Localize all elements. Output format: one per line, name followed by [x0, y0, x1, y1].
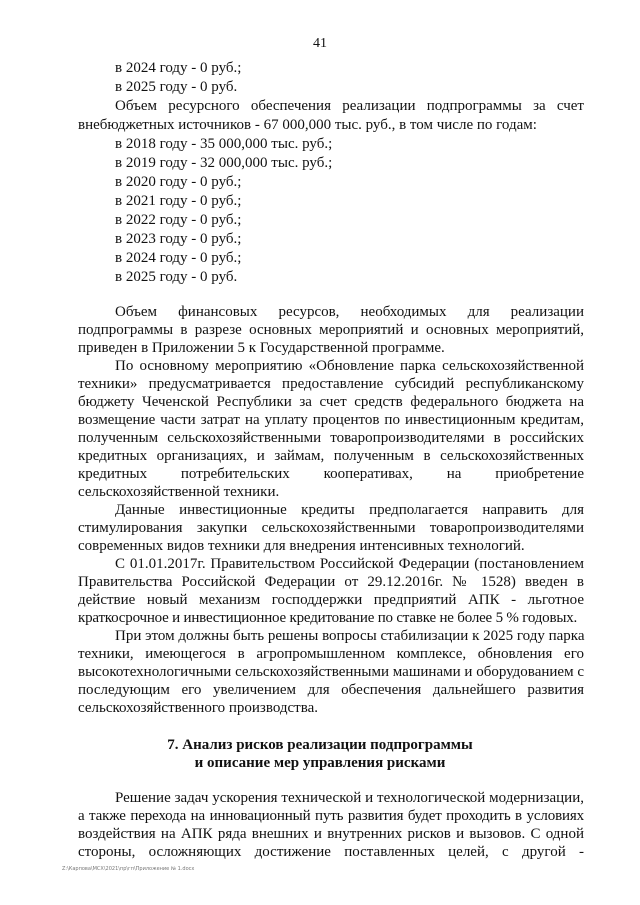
section-heading: 7. Анализ рисков реализации подпрограммы	[167, 737, 473, 753]
funding-line: в 2020 году - 0 руб.;	[115, 174, 242, 190]
funding-line: в 2025 году - 0 руб.	[115, 79, 238, 95]
body-text-line: современных видов техники для внедрения интенсивных технологий.	[78, 538, 525, 554]
body-text-line: Данные инвестиционные кредиты предполагается направить для	[115, 502, 584, 518]
body-text-line: а также перехода на инновационный путь развития будет проходить в условиях	[78, 808, 584, 824]
funding-line: в 2021 году - 0 руб.;	[115, 193, 242, 209]
funding-line: в 2023 году - 0 руб.;	[115, 231, 242, 247]
body-text-line: С 01.01.2017г. Правительством Российской Федерации (постановлением	[115, 556, 584, 572]
body-text-line: подпрограммы в разрезе основных мероприятий и основных мероприятий,	[78, 322, 584, 338]
section-heading: и описание мер управления рисками	[194, 755, 446, 771]
body-text-line: кредитных организациях, и займам, полученным в сельскохозяйственных	[78, 448, 584, 464]
funding-line: в 2019 году - 32 000,000 тыс. руб.;	[115, 155, 333, 171]
body-text-line: сельскохозяйственной техники.	[78, 484, 280, 500]
body-text-line: полученным сельскохозяйственными товаропроизводителями в российских	[78, 430, 584, 446]
funding-line: в 2022 году - 0 руб.;	[115, 212, 242, 228]
funding-line: в 2018 году - 35 000,000 тыс. руб.;	[115, 136, 333, 152]
body-text-line: техники, имеющегося в агропромышленном комплексе, обновления его	[78, 646, 584, 662]
body-text-line: Объем ресурсного обеспечения реализации подпрограммы за счет	[115, 98, 584, 114]
funding-line: в 2024 году - 0 руб.;	[115, 250, 242, 266]
body-text-line: кредитных потребительских кооперативах, на приобретение	[78, 466, 584, 482]
footer-file-path: Z:\Карпова\МСХ\2021\пр\гп\Приложение № 1.docx	[62, 866, 195, 872]
body-text-line: При этом должны быть решены вопросы стабилизации к 2025 году парка	[115, 628, 585, 644]
body-text-line: сельскохозяйственного производства.	[78, 700, 319, 716]
body-text-line: действие новый механизм господдержки предприятий АПК - льготное	[78, 592, 584, 608]
body-text-line: бюджету Чеченской Республики за счет средств федерального бюджета на	[78, 394, 584, 410]
page-number: 41	[313, 36, 327, 51]
body-text-line: краткосрочное и инвестиционное кредитование по ставке не более 5 % годовых.	[78, 610, 578, 626]
body-text-line: Решение задач ускорения технической и технологической модернизации,	[115, 790, 584, 806]
body-text-line: приведен в Приложении 5 к Государственной программе.	[78, 340, 445, 356]
body-text-line: стороны, осложняющих достижение поставленных целей, с другой -	[78, 844, 584, 860]
body-text-line: воздействия на АПК ряда внешних и внутренних рисков и вызовов. С одной	[78, 826, 584, 842]
body-text-line: внебюджетных источников - 67 000,000 тыс. руб., в том числе по годам:	[78, 117, 537, 133]
body-text-line: техники» предусматривается предоставление субсидий республиканскому	[78, 376, 584, 392]
body-text-line: возмещение части затрат на уплату процентов по инвестиционным кредитам,	[78, 412, 584, 428]
body-text-line: Объем финансовых ресурсов, необходимых для реализации	[115, 304, 584, 320]
body-text-line: высокотехнологичными сельскохозяйственными машинами и оборудованием с	[78, 664, 584, 680]
body-text-line: По основному мероприятию «Обновление парка сельскохозяйственной	[115, 358, 584, 374]
body-text-line: последующим его увеличением для обеспечения дальнейшего развития	[78, 682, 584, 698]
body-text-line: Правительства Российской Федерации от 29.12.2016г. № 1528) введен в	[78, 574, 584, 590]
body-text-line: стимулирования закупки сельскохозяйственными товаропроизводителями	[78, 520, 584, 536]
funding-line: в 2024 году - 0 руб.;	[115, 60, 242, 76]
funding-line: в 2025 году - 0 руб.	[115, 269, 238, 285]
